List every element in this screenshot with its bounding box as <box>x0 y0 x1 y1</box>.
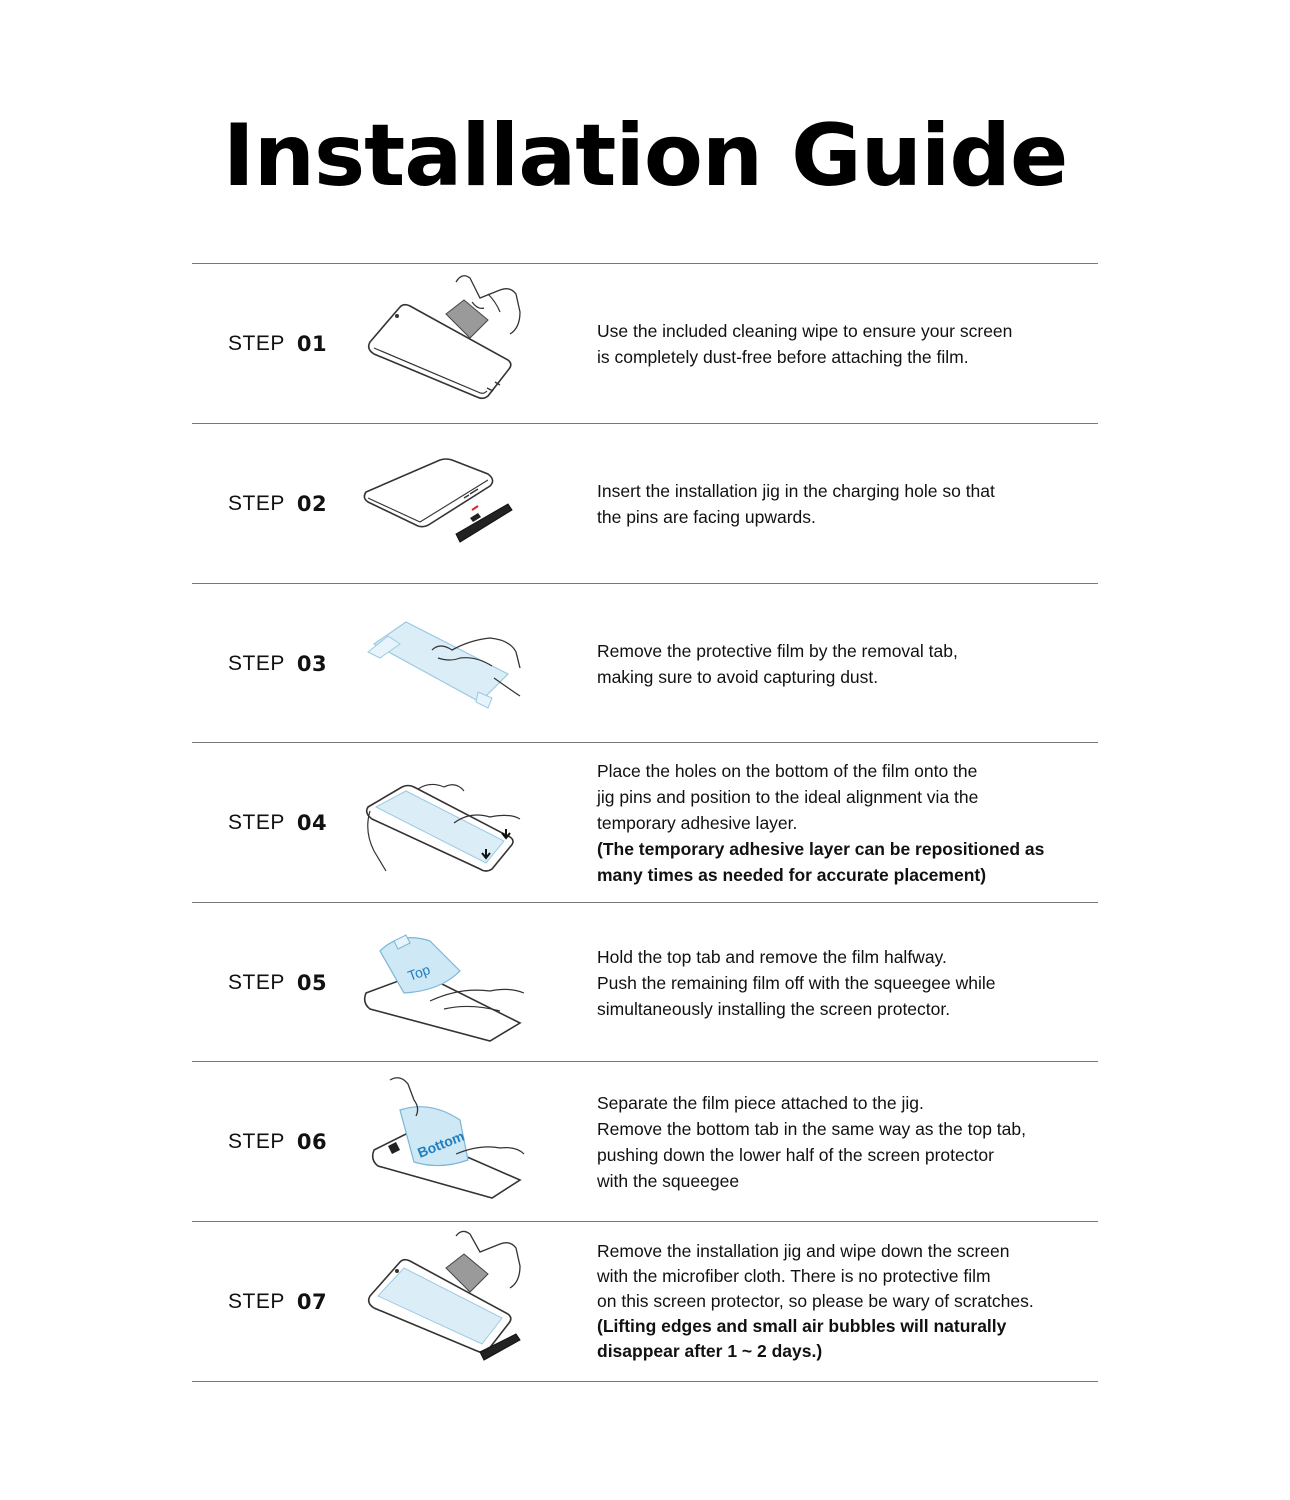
description-line: Insert the installation jig in the charging hole so that <box>597 480 995 501</box>
description-line: jig pins and position to the ideal alignment via the <box>597 786 979 807</box>
description-line: making sure to avoid capturing dust. <box>597 666 879 687</box>
step-number: 04 <box>296 810 328 835</box>
top-tab-label: Top <box>405 961 433 984</box>
bottom-tab-label: Bottom <box>415 1127 467 1161</box>
step-description <box>597 903 1077 1062</box>
description-line: Hold the top tab and remove the film halfway. <box>597 946 947 967</box>
step-number: 06 <box>296 1129 328 1154</box>
step-row-02 <box>192 424 1098 583</box>
step-row-06 <box>192 1062 1098 1221</box>
description-line: with the squeegee <box>597 1170 740 1191</box>
film-align-illustration <box>360 751 530 894</box>
description-line: Use the included cleaning wipe to ensure your screen <box>597 320 1013 341</box>
step-label <box>228 1062 327 1221</box>
description-line: Remove the bottom tab in the same way as the top tab, <box>597 1118 1026 1139</box>
step-word: STEP <box>228 1289 285 1313</box>
step-label <box>228 903 327 1062</box>
description-line: with the microfiber cloth. There is no protective film <box>597 1266 991 1286</box>
divider <box>192 1381 1098 1382</box>
description-line: simultaneously installing the screen protector. <box>597 998 951 1019</box>
final-wipe-illustration <box>360 1230 530 1373</box>
description-note-line: (The temporary adhesive layer can be repositioned as <box>597 838 1045 859</box>
description-line: Separate the film piece attached to the jig. <box>597 1092 924 1113</box>
step-row-07 <box>192 1222 1098 1381</box>
top-tab-illustration <box>360 911 530 1054</box>
description-line: temporary adhesive layer. <box>597 812 798 833</box>
step-row-01 <box>192 264 1098 423</box>
description-line: is completely dust-free before attaching the film. <box>597 346 969 367</box>
film-peel-illustration <box>360 592 530 735</box>
step-label <box>228 264 327 423</box>
description-line: pushing down the lower half of the screen protector <box>597 1144 994 1165</box>
step-word: STEP <box>228 331 285 355</box>
bottom-tab-illustration <box>360 1070 530 1213</box>
step-number: 07 <box>296 1289 328 1314</box>
description-line: the pins are facing upwards. <box>597 506 816 527</box>
step-description <box>597 1222 1077 1381</box>
step-number: 05 <box>296 970 328 995</box>
phone-wipe-illustration <box>360 272 530 415</box>
step-word: STEP <box>228 810 285 834</box>
step-row-03 <box>192 584 1098 743</box>
step-description <box>597 264 1077 423</box>
description-line: Place the holes on the bottom of the film onto the <box>597 760 978 781</box>
step-word: STEP <box>228 970 285 994</box>
phone-jig-illustration <box>360 432 530 575</box>
step-description <box>597 584 1077 743</box>
step-word: STEP <box>228 651 285 675</box>
step-label <box>228 1222 327 1381</box>
step-description <box>597 1062 1077 1221</box>
step-label <box>228 743 327 902</box>
description-note-line: many times as needed for accurate placement) <box>597 864 987 885</box>
step-description <box>597 743 1077 902</box>
step-number: 02 <box>296 491 328 516</box>
step-word: STEP <box>228 491 285 515</box>
description-note-line: disappear after 1 ~ 2 days.) <box>597 1341 823 1361</box>
step-label <box>228 584 327 743</box>
step-label <box>228 424 327 583</box>
step-row-04 <box>192 743 1098 902</box>
step-row-05 <box>192 903 1098 1062</box>
step-number: 03 <box>296 651 328 676</box>
step-number: 01 <box>296 331 328 356</box>
description-note-line: (Lifting edges and small air bubbles will naturally <box>597 1316 1007 1336</box>
step-word: STEP <box>228 1129 285 1153</box>
description-line: Remove the installation jig and wipe down the screen <box>597 1241 1010 1261</box>
description-line: Remove the protective film by the removal tab, <box>597 640 958 661</box>
description-line: on this screen protector, so please be wary of scratches. <box>597 1291 1034 1311</box>
step-description <box>597 424 1077 583</box>
page-title: Installation Guide <box>222 106 1068 206</box>
description-line: Push the remaining film off with the squeegee while <box>597 972 996 993</box>
